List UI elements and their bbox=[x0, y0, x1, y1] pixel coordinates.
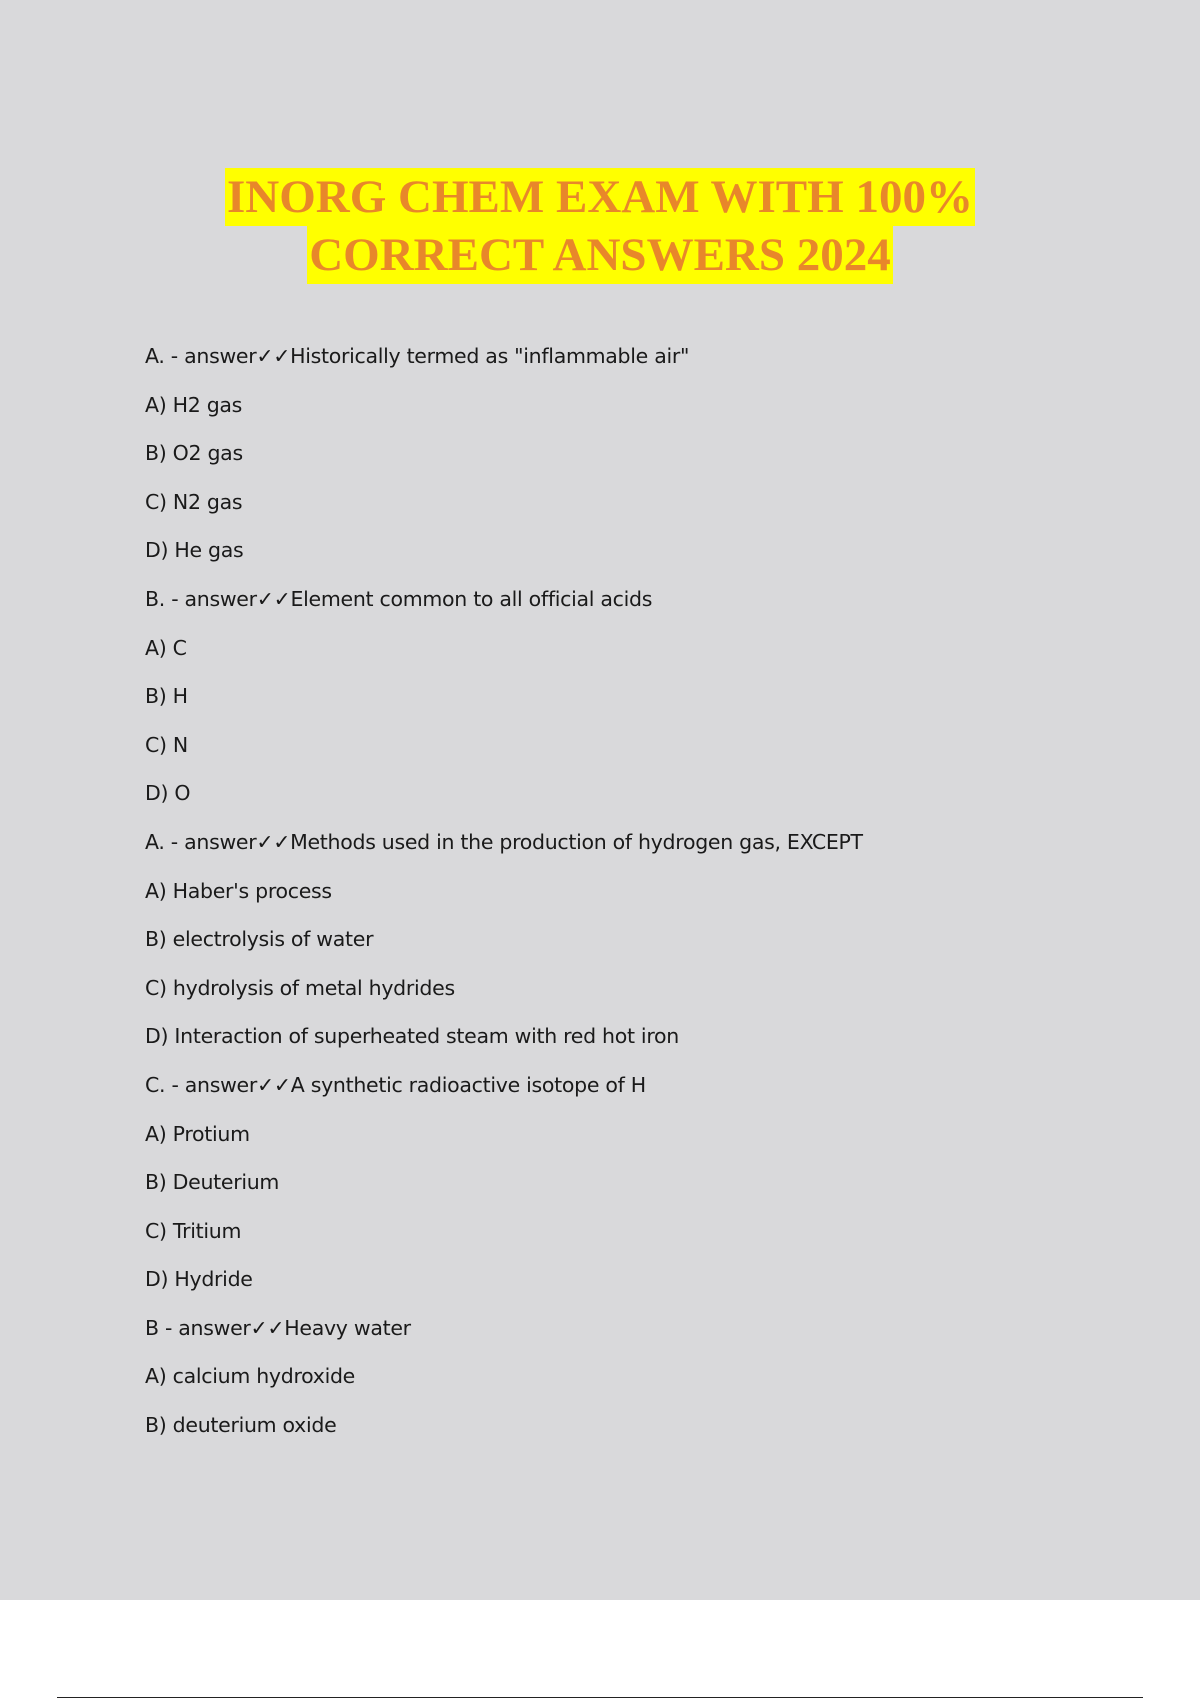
option-line: C) Tritium bbox=[145, 1218, 242, 1243]
option-line: C) hydrolysis of metal hydrides bbox=[145, 975, 455, 1000]
question-line: C. - answer✓✓A synthetic radioactive isotope of H bbox=[145, 1072, 646, 1097]
option-line: D) O bbox=[145, 781, 191, 806]
option-line: A) H2 gas bbox=[145, 392, 243, 417]
question-line: B - answer✓✓Heavy water bbox=[145, 1315, 411, 1340]
option-line: D) Hydride bbox=[145, 1267, 253, 1292]
document-title bbox=[0, 168, 1200, 284]
option-line: C) N2 gas bbox=[145, 489, 243, 514]
option-line: A) C bbox=[145, 635, 187, 660]
title-line-2: CORRECT ANSWERS 2024 bbox=[307, 226, 893, 284]
option-line: D) He gas bbox=[145, 538, 244, 563]
footer-divider bbox=[57, 1697, 1143, 1698]
question-line: A. - answer✓✓Methods used in the production of hydrogen gas, EXCEPT bbox=[145, 829, 863, 854]
option-line: A) Protium bbox=[145, 1121, 250, 1146]
question-line: B. - answer✓✓Element common to all official acids bbox=[145, 586, 653, 611]
question-line: A. - answer✓✓Historically termed as "inflammable air" bbox=[145, 344, 690, 368]
option-line: B) electrolysis of water bbox=[145, 927, 374, 952]
option-line: A) Haber's process bbox=[145, 878, 332, 903]
option-line: B) Deuterium bbox=[145, 1170, 280, 1195]
option-line: C) N bbox=[145, 732, 188, 757]
question-list bbox=[145, 338, 1145, 1456]
option-line: B) O2 gas bbox=[145, 441, 243, 466]
option-line: D) Interaction of superheated steam with red hot iron bbox=[145, 1024, 679, 1049]
option-line: B) H bbox=[145, 684, 188, 709]
option-line: B) deuterium oxide bbox=[145, 1413, 337, 1438]
title-line-1: INORG CHEM EXAM WITH 100% bbox=[225, 168, 975, 226]
option-line: A) calcium hydroxide bbox=[145, 1364, 355, 1389]
